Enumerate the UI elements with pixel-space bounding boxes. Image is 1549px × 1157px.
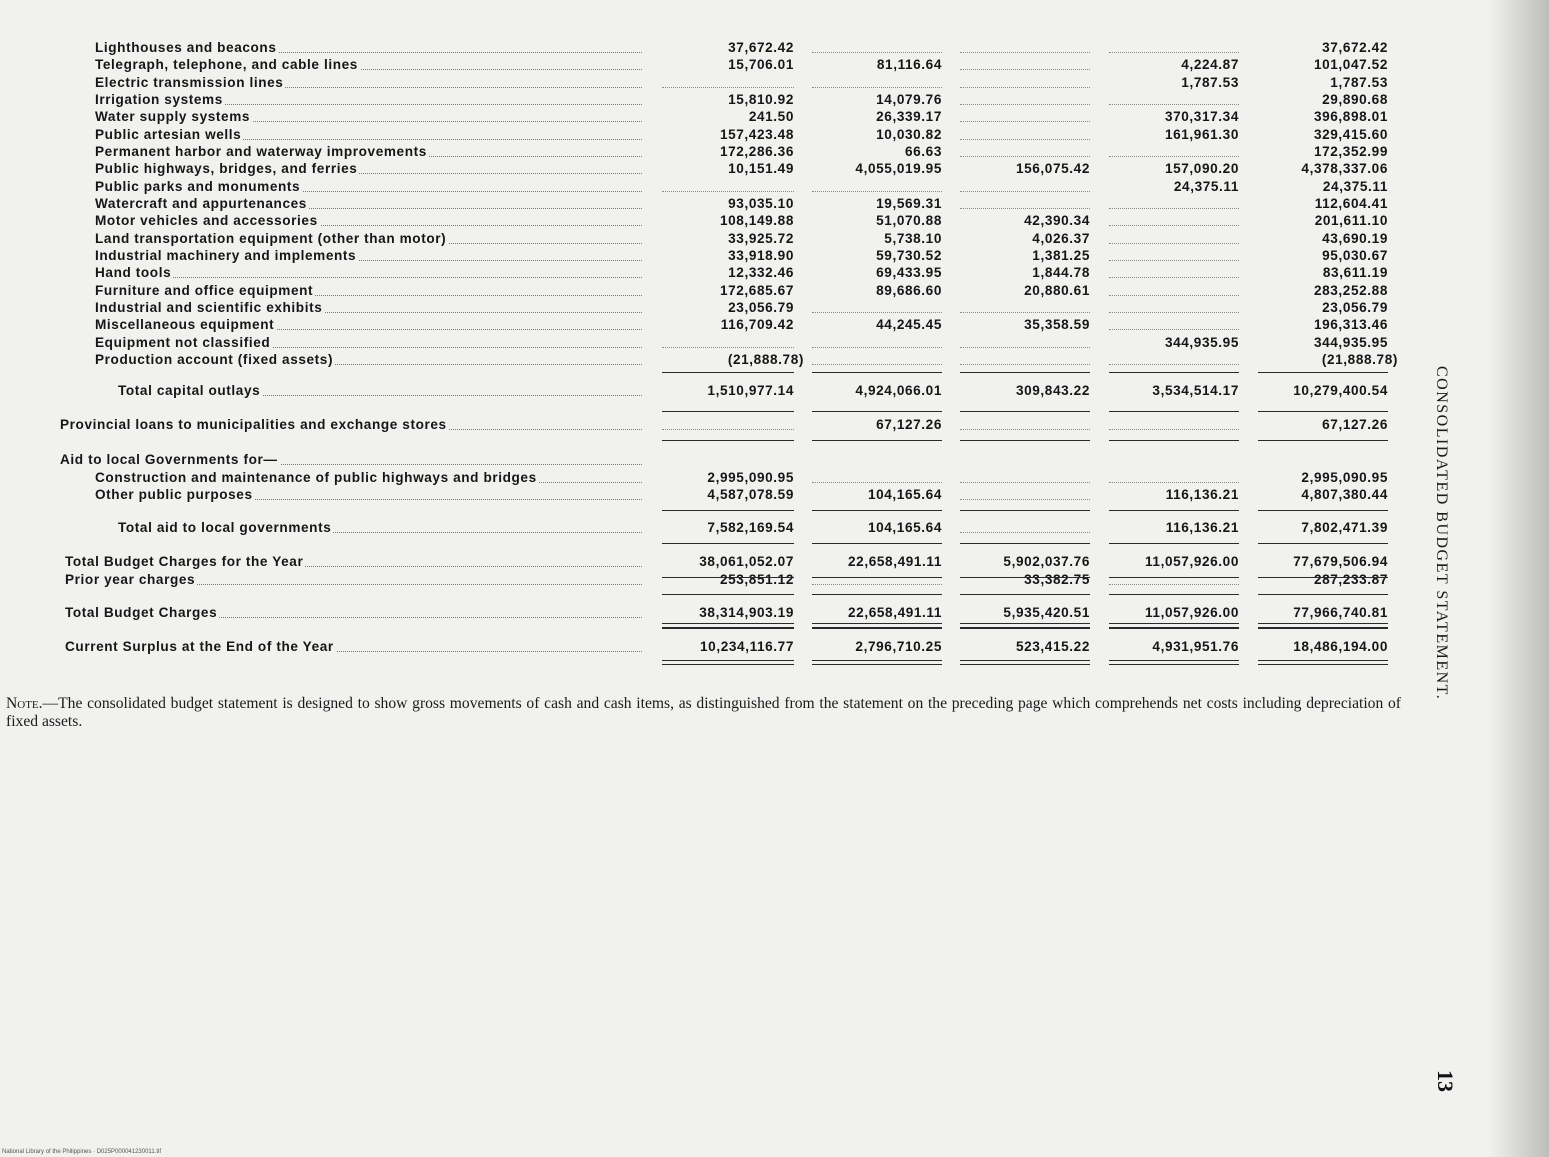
value-cell: 38,314,903.19	[699, 605, 794, 620]
value-cell: 11,057,926.00	[1145, 605, 1239, 620]
row-label-text: Public parks and monuments	[95, 179, 301, 194]
library-credit: National Library of the Philippines · D025P000041230011.tif	[2, 1149, 161, 1155]
value-cell	[1109, 352, 1239, 369]
value-cell: 172,352.99	[1313, 144, 1388, 159]
value-cell: 24,375.11	[1322, 179, 1388, 194]
value-cell: 108,149.88	[719, 213, 794, 228]
value-cell: 201,611.10	[1314, 213, 1388, 228]
row-label-text: Total Budget Charges for the Year	[65, 554, 304, 569]
value-cell: (21,888.78)	[727, 352, 804, 367]
row-label	[95, 75, 642, 92]
value-cell: 44,245.45	[876, 317, 942, 332]
rule-line	[960, 372, 1090, 373]
row-label-text: Permanent harbor and waterway improvements	[95, 144, 427, 159]
table-row	[60, 283, 1400, 300]
value-cell: 5,935,420.51	[1003, 605, 1090, 620]
value-cell	[812, 470, 942, 487]
table-row	[60, 520, 1400, 537]
value-cell	[960, 335, 1090, 352]
value-cell: 33,918.90	[728, 248, 794, 263]
value-cell: 66.63	[904, 144, 942, 159]
table-row	[60, 231, 1400, 248]
value-cell: 12,332.46	[728, 265, 794, 280]
rule-line	[662, 543, 794, 544]
row-label	[95, 248, 642, 265]
rule-line	[662, 372, 794, 373]
row-label-text: Other public purposes	[95, 487, 253, 502]
rule-line	[662, 577, 794, 578]
value-cell	[812, 179, 942, 196]
table-row	[60, 317, 1400, 334]
row-label-text: Hand tools	[95, 265, 172, 280]
value-cell	[1109, 265, 1239, 282]
table-row	[60, 179, 1400, 196]
rule-line	[1258, 628, 1388, 629]
value-cell	[662, 75, 794, 92]
table-row	[60, 109, 1400, 126]
row-label-text: Aid to local Governments for—	[60, 452, 278, 467]
double-rule	[960, 623, 1090, 628]
value-cell: 4,931,951.76	[1152, 639, 1239, 654]
row-label	[95, 161, 642, 178]
row-label-text: Current Surplus at the End of the Year	[65, 639, 334, 654]
value-cell: 38,061,052.07	[699, 554, 794, 569]
double-rule	[662, 660, 794, 665]
row-label	[95, 40, 642, 57]
table-row	[60, 161, 1400, 178]
value-cell	[1109, 300, 1239, 317]
value-cell	[960, 300, 1090, 317]
rule-line	[1258, 543, 1388, 544]
row-label	[95, 213, 642, 230]
table-row	[60, 300, 1400, 317]
value-cell: 5,902,037.76	[1003, 554, 1090, 569]
value-cell: 309,843.22	[1015, 383, 1090, 398]
rule-line	[812, 411, 942, 412]
rule-line	[960, 510, 1090, 511]
table-row	[60, 265, 1400, 282]
value-cell: 42,390.34	[1024, 213, 1090, 228]
value-cell	[960, 92, 1090, 109]
row-label-text: Total aid to local governments	[118, 520, 332, 535]
double-rule	[1109, 660, 1239, 665]
value-cell: 344,935.95	[1164, 335, 1239, 350]
value-cell	[1109, 283, 1239, 300]
rule-line	[960, 440, 1090, 441]
value-cell	[960, 470, 1090, 487]
table-row	[60, 92, 1400, 109]
rule-line	[1258, 577, 1388, 578]
row-label	[95, 335, 642, 352]
rule-line	[1109, 594, 1239, 595]
rule-line	[1258, 440, 1388, 441]
rule-line	[812, 543, 942, 544]
rule-line	[812, 594, 942, 595]
value-cell: 1,381.25	[1032, 248, 1090, 263]
value-cell: 2,796,710.25	[855, 639, 942, 654]
row-label	[60, 452, 642, 469]
row-label-text: Miscellaneous equipment	[95, 317, 275, 332]
value-cell: 116,136.21	[1165, 487, 1239, 502]
rule-line	[812, 440, 942, 441]
rule-line	[1109, 543, 1239, 544]
value-cell	[960, 144, 1090, 161]
double-rule	[812, 660, 942, 665]
value-cell: 2,995,090.95	[1301, 470, 1388, 485]
value-cell	[1109, 317, 1239, 334]
value-cell: 116,136.21	[1165, 520, 1239, 535]
value-cell	[1109, 248, 1239, 265]
value-cell: 4,224.87	[1181, 57, 1239, 72]
row-label-text: Equipment not classified	[95, 335, 271, 350]
value-cell: 172,286.36	[719, 144, 794, 159]
value-cell: 116,709.42	[720, 317, 794, 332]
row-label-text: Public artesian wells	[95, 127, 242, 142]
value-cell	[1109, 92, 1239, 109]
value-cell: 156,075.42	[1015, 161, 1090, 176]
value-cell: 33,925.72	[728, 231, 794, 246]
row-label	[65, 572, 642, 589]
table-row	[60, 127, 1400, 144]
row-label	[95, 487, 642, 504]
row-label	[95, 92, 642, 109]
row-label	[65, 554, 642, 571]
row-label	[95, 231, 642, 248]
value-cell: 11,057,926.00	[1145, 554, 1239, 569]
row-label-text: Furniture and office equipment	[95, 283, 314, 298]
page-number: 13	[1433, 1070, 1458, 1092]
table-row	[60, 383, 1400, 400]
value-cell: 93,035.10	[728, 196, 794, 211]
value-cell	[662, 417, 794, 434]
rule-line	[1258, 372, 1388, 373]
value-cell: 523,415.22	[1015, 639, 1090, 654]
table-row	[60, 487, 1400, 504]
value-cell: 14,079.76	[876, 92, 942, 107]
row-label-text: Lighthouses and beacons	[95, 40, 277, 55]
value-cell: 157,090.20	[1164, 161, 1239, 176]
value-cell	[1109, 40, 1239, 57]
table-row	[60, 57, 1400, 74]
value-cell: 4,055,019.95	[855, 161, 942, 176]
page-edge-shadow	[1489, 0, 1549, 1157]
row-label-text: Production account (fixed assets)	[95, 352, 334, 367]
value-cell: 37,672.42	[1322, 40, 1388, 55]
value-cell: 10,234,116.77	[700, 639, 794, 654]
row-label-text: Total capital outlays	[118, 383, 261, 398]
rule-line	[1109, 372, 1239, 373]
value-cell: 104,165.64	[867, 520, 942, 535]
row-label-text: Irrigation systems	[95, 92, 223, 107]
row-label	[95, 265, 642, 282]
row-label	[95, 352, 642, 369]
value-cell	[960, 40, 1090, 57]
value-cell: 10,030.82	[876, 127, 942, 142]
value-cell: 77,679,506.94	[1293, 554, 1388, 569]
table-row	[60, 452, 1400, 469]
table-row	[60, 40, 1400, 57]
value-cell: 396,898.01	[1313, 109, 1388, 124]
rule-line	[812, 372, 942, 373]
value-cell: 253,851.12	[719, 572, 794, 587]
value-cell: 112,604.41	[1314, 196, 1388, 211]
rule-line	[960, 411, 1090, 412]
rule-line	[1258, 594, 1388, 595]
value-cell: 241.50	[748, 109, 794, 124]
value-cell: 20,880.61	[1024, 283, 1090, 298]
value-cell	[960, 57, 1090, 74]
table-row	[60, 352, 1400, 369]
note-lead: Note.	[6, 695, 43, 712]
value-cell: 1,844.78	[1032, 265, 1090, 280]
value-cell: 15,706.01	[728, 57, 794, 72]
table-row	[60, 639, 1400, 656]
table-row	[60, 605, 1400, 622]
double-rule	[1109, 623, 1239, 628]
value-cell: 37,672.42	[728, 40, 794, 55]
value-cell	[812, 352, 942, 369]
rule-line	[1258, 411, 1388, 412]
table-row	[60, 75, 1400, 92]
rule-line	[1258, 510, 1388, 511]
row-label-text: Telegraph, telephone, and cable lines	[95, 57, 358, 72]
rule-line	[662, 440, 794, 441]
value-cell	[812, 335, 942, 352]
value-cell: 1,787.53	[1181, 75, 1239, 90]
value-cell: 26,339.17	[876, 109, 942, 124]
row-label-text: Motor vehicles and accessories	[95, 213, 318, 228]
row-label-text: Land transportation equipment (other than motor)	[95, 231, 447, 246]
value-cell	[960, 127, 1090, 144]
value-cell: 172,685.67	[719, 283, 794, 298]
value-cell	[662, 335, 794, 352]
value-cell: 283,252.88	[1313, 283, 1388, 298]
value-cell	[662, 179, 794, 196]
value-cell: 77,966,740.81	[1293, 605, 1388, 620]
rule-line	[662, 594, 794, 595]
double-rule	[812, 623, 942, 628]
row-label-text: Public highways, bridges, and ferries	[95, 161, 358, 176]
value-cell: 95,030.67	[1322, 248, 1388, 263]
row-label-text: Construction and maintenance of public highways and bridges	[95, 470, 537, 485]
value-cell	[812, 40, 942, 57]
row-label	[65, 639, 642, 656]
value-cell: 196,313.46	[1313, 317, 1388, 332]
value-cell	[1109, 144, 1239, 161]
value-cell: 1,510,977.14	[707, 383, 794, 398]
value-cell: 15,810.92	[728, 92, 794, 107]
table-row	[60, 470, 1400, 487]
value-cell: 29,890.68	[1322, 92, 1388, 107]
value-cell: 19,569.31	[876, 196, 942, 211]
table-row	[60, 417, 1400, 434]
value-cell: 7,582,169.54	[707, 520, 794, 535]
double-rule	[960, 660, 1090, 665]
value-cell: 4,924,066.01	[855, 383, 942, 398]
table-row	[60, 196, 1400, 213]
rule-line	[1109, 411, 1239, 412]
row-label	[95, 196, 642, 213]
value-cell	[960, 520, 1090, 537]
value-cell: 5,738.10	[884, 231, 942, 246]
value-cell: 81,116.64	[876, 57, 942, 72]
value-cell: 24,375.11	[1173, 179, 1239, 194]
value-cell	[812, 75, 942, 92]
row-label	[95, 300, 642, 317]
double-rule	[1258, 623, 1388, 628]
row-label-text: Provincial loans to municipalities and exchange stores	[60, 417, 447, 432]
rule-line	[1109, 440, 1239, 441]
value-cell: 10,279,400.54	[1293, 383, 1388, 398]
value-cell: 23,056.79	[1322, 300, 1388, 315]
row-label-text: Industrial and scientific exhibits	[95, 300, 323, 315]
value-cell: 59,730.52	[876, 248, 942, 263]
row-label	[95, 57, 642, 74]
rule-line	[960, 628, 1090, 629]
value-cell	[960, 75, 1090, 92]
value-cell: 4,026.37	[1032, 231, 1090, 246]
value-cell	[1109, 231, 1239, 248]
row-label	[95, 109, 642, 126]
table-row	[60, 572, 1400, 589]
value-cell	[960, 417, 1090, 434]
value-cell: 43,690.19	[1322, 231, 1388, 246]
value-cell: 1,787.53	[1330, 75, 1388, 90]
value-cell: 4,587,078.59	[707, 487, 794, 502]
value-cell: 104,165.64	[867, 487, 942, 502]
rule-line	[960, 543, 1090, 544]
value-cell	[1109, 196, 1239, 213]
value-cell: 67,127.26	[876, 417, 942, 432]
value-cell	[1109, 417, 1239, 434]
row-label-text: Watercraft and appurtenances	[95, 196, 307, 211]
value-cell: (21,888.78)	[1321, 352, 1398, 367]
rule-line	[812, 577, 942, 578]
value-cell	[960, 109, 1090, 126]
rule-line	[812, 510, 942, 511]
running-head: CONSOLIDATED BUDGET STATEMENT.	[1433, 366, 1450, 701]
row-label	[95, 470, 642, 487]
value-cell: 10,151.49	[728, 161, 794, 176]
table-row	[60, 213, 1400, 230]
table-row	[60, 335, 1400, 352]
row-label	[65, 605, 642, 622]
value-cell: 67,127.26	[1322, 417, 1388, 432]
value-cell: 4,378,337.06	[1301, 161, 1388, 176]
rule-line	[960, 577, 1090, 578]
value-cell	[960, 179, 1090, 196]
table-row	[60, 554, 1400, 571]
value-cell: 329,415.60	[1313, 127, 1388, 142]
row-label-text: Water supply systems	[95, 109, 251, 124]
value-cell: 51,070.88	[876, 213, 942, 228]
value-cell: 23,056.79	[728, 300, 794, 315]
rule-line	[1109, 628, 1239, 629]
rule-line	[662, 628, 794, 629]
row-label	[60, 417, 642, 434]
value-cell	[960, 352, 1090, 369]
table-row	[60, 248, 1400, 265]
value-cell: 18,486,194.00	[1293, 639, 1388, 654]
value-cell: 35,358.59	[1024, 317, 1090, 332]
rule-line	[960, 594, 1090, 595]
value-cell: 344,935.95	[1313, 335, 1388, 350]
value-cell: 287,233.87	[1313, 572, 1388, 587]
value-cell	[812, 572, 942, 589]
rule-line	[662, 510, 794, 511]
footnote	[6, 695, 1401, 731]
rule-line	[812, 628, 942, 629]
row-label-text: Prior year charges	[65, 572, 196, 587]
value-cell: 33,382.75	[1024, 572, 1090, 587]
value-cell: 69,433.95	[876, 265, 942, 280]
row-label	[95, 179, 642, 196]
value-cell: 22,658,491.11	[848, 554, 942, 569]
value-cell: 157,423.48	[719, 127, 794, 142]
value-cell	[1109, 572, 1239, 589]
value-cell	[960, 196, 1090, 213]
value-cell	[1109, 213, 1239, 230]
row-label	[95, 283, 642, 300]
value-cell	[812, 300, 942, 317]
row-label	[95, 127, 642, 144]
rule-line	[662, 411, 794, 412]
row-label-text: Electric transmission lines	[95, 75, 284, 90]
value-cell: 83,611.19	[1322, 265, 1388, 280]
value-cell: 161,961.30	[1164, 127, 1239, 142]
row-label-text: Total Budget Charges	[65, 605, 218, 620]
value-cell: 101,047.52	[1313, 57, 1388, 72]
rule-line	[1109, 510, 1239, 511]
value-cell: 3,534,514.17	[1152, 383, 1239, 398]
double-rule	[1258, 660, 1388, 665]
row-label	[95, 317, 642, 334]
rule-line	[1109, 577, 1239, 578]
row-label	[95, 144, 642, 161]
value-cell: 7,802,471.39	[1301, 520, 1388, 535]
value-cell	[1109, 470, 1239, 487]
value-cell	[960, 487, 1090, 504]
value-cell: 370,317.34	[1164, 109, 1239, 124]
value-cell: 89,686.60	[876, 283, 942, 298]
row-label	[118, 383, 642, 400]
value-cell: 22,658,491.11	[848, 605, 942, 620]
table-row	[60, 144, 1400, 161]
row-label	[118, 520, 642, 537]
note-text: —The consolidated budget statement is designed to show gross movements of cash and cash items, as distinguished from the statement on the preceding page which comprehends net costs including depreciation of fixed assets.	[6, 695, 1401, 730]
value-cell: 4,807,380.44	[1301, 487, 1388, 502]
value-cell: 2,995,090.95	[707, 470, 794, 485]
double-rule	[662, 623, 794, 628]
row-label-text: Industrial machinery and implements	[95, 248, 357, 263]
